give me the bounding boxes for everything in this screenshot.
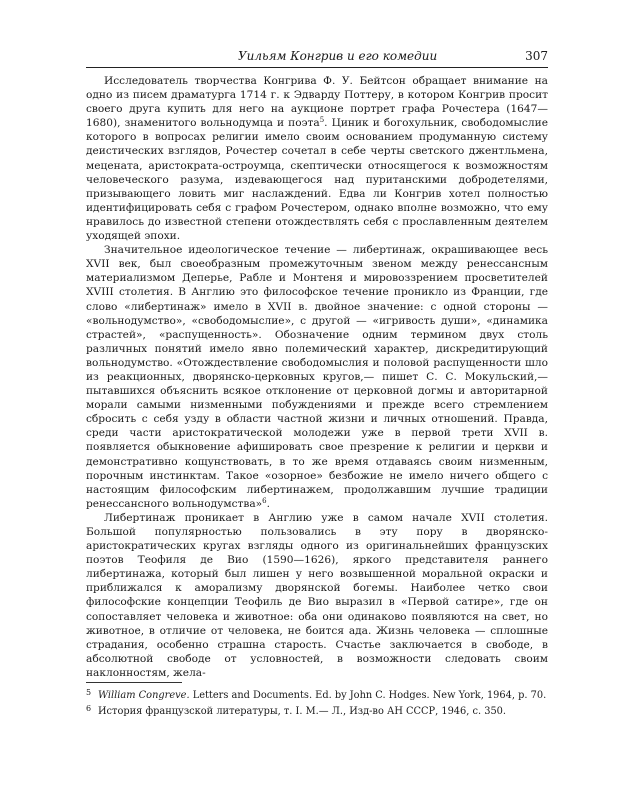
paragraph-libertinage-part-2: . bbox=[266, 497, 270, 510]
footnote-5-mark: 5 bbox=[86, 688, 92, 697]
footnote-5-text: Letters and Documents. Ed. by John C. Hodges. New York, 1964, p. 70. bbox=[189, 690, 547, 701]
body-text bbox=[86, 74, 548, 680]
footnote-ref-5[interactable]: 5 bbox=[319, 116, 325, 125]
page-header bbox=[86, 48, 548, 64]
header-rule bbox=[86, 67, 548, 68]
paragraph-rochester bbox=[86, 74, 548, 243]
footnote-ref-6[interactable]: 6 bbox=[262, 496, 267, 505]
footnote-6 bbox=[86, 702, 548, 718]
footnote-rule bbox=[86, 682, 182, 683]
paragraph-libertinage-part-1: Значительное идеологическое течение — либертинаж, окрашивающее весь XVII век, был своеобразным промежуточным звеном между ренессансным материализмом Деперье, Рабле и Монтеня и мировоззрением просветителей XVIII столетия. В Англию это философское течение проникло из Франции, где слово «либертинаж» имело в XVII в. двойное значение: с одной стороны — «вольнодумство», «свободомыслие», с другой — «игривость души», «динамика страстей», «распущенность». Обозначение одним термином двух столь различных понятий имело явно полемический характер, дискредитирующий вольнодумство. «Отождествление свободомыслия и половой распущенности шло из реакционных, дворянско-церковных кругов,— пишет С. С. Мокульский,— пытавшихся объяснить всякое отклонение от церковной догмы и авторитарной морали самыми низменными побуждениями и прежде всего стремлением сбросить с себя узду в области частной жизни и личных отношений. Правда, среди части аристократической молодежи уже в первой трети XVII в. появляется обыкновение афишировать свое презрение к религии и церкви и демонстративно кощунствовать, в то же время отдаваясь своим низменным, порочным инстинктам. Такое «озорное» безбожие не имело ничего общего с настоящим философским либертинажем, продолжавшим лучшие традиции ренессансного вольнодумства» bbox=[86, 244, 548, 510]
paragraph-rochester-part-1: Исследователь творчества Конгрива Ф. У. Бейтсон обращает внимание на одно из писем драматурга 1714 г. к Эдварду Поттеру, в котором Конгрив просит своего друга купить для него на аукционе портрет графа Рочестера (1647—1680), знаменитого вольнодумца и поэта bbox=[86, 75, 548, 130]
paragraph-theophile: Либертинаж проникает в Англию уже в самом начале XVII столетия. Большой популярностью пользовались в эту пору в дворянско-аристократических кругах взгляды одного из оригинальнейших французских поэтов Теофиля де Вио (1590—1626), яркого представителя раннего либертинажа, который был лишен у него возвышенной моральной окраски и приближался к аморализму дворянской богемы. Наиболее четко свои философские концепции Теофиль де Вио выразил в «Первой сатире», где он сопоставляет человека и животное: оба они одинаково появляются на свет, но животное, в отличие от человека, не боится ада. Жизнь человека — сплошные страдания, особенно страшна старость. Счастье заключается в свободе, в абсолютной свободе от условностей, в возможности следовать своим наклонностям, жела- bbox=[86, 511, 548, 679]
page-number: 307 bbox=[525, 49, 548, 63]
running-title: Уильям Конгрив и его комедии bbox=[238, 49, 438, 63]
footnote-5 bbox=[86, 686, 548, 702]
footnote-6-text: История французской литературы, т. I. М.— Л., Изд-во АН СССР, 1946, с. 350. bbox=[98, 706, 507, 718]
footnote-5-author: William Congreve. bbox=[98, 690, 190, 701]
paragraph-libertinage bbox=[86, 243, 548, 511]
footnote-6-mark: 6 bbox=[86, 704, 92, 714]
footnotes bbox=[86, 686, 548, 718]
paragraph-rochester-part-2: . Циник и богохульник, свободомыслие которого в вопросах религии имело своим основанием продуманную систему деистических взглядов, Рочестер сочетал в себе черты светского джентльмена, мецената, аристократа-остроумца, скептически относящегося к возможностям человеческого разума, издевающегося над пуританскими добродетелями, призывающего ловить миг наслаждений. Едва ли Конгрив хотел полностью идентифицировать себя с графом Рочестером, однако вполне возможно, что ему нравилось до известной степени отождествлять себя с прославленным деятелем уходящей эпохи. bbox=[86, 117, 548, 243]
